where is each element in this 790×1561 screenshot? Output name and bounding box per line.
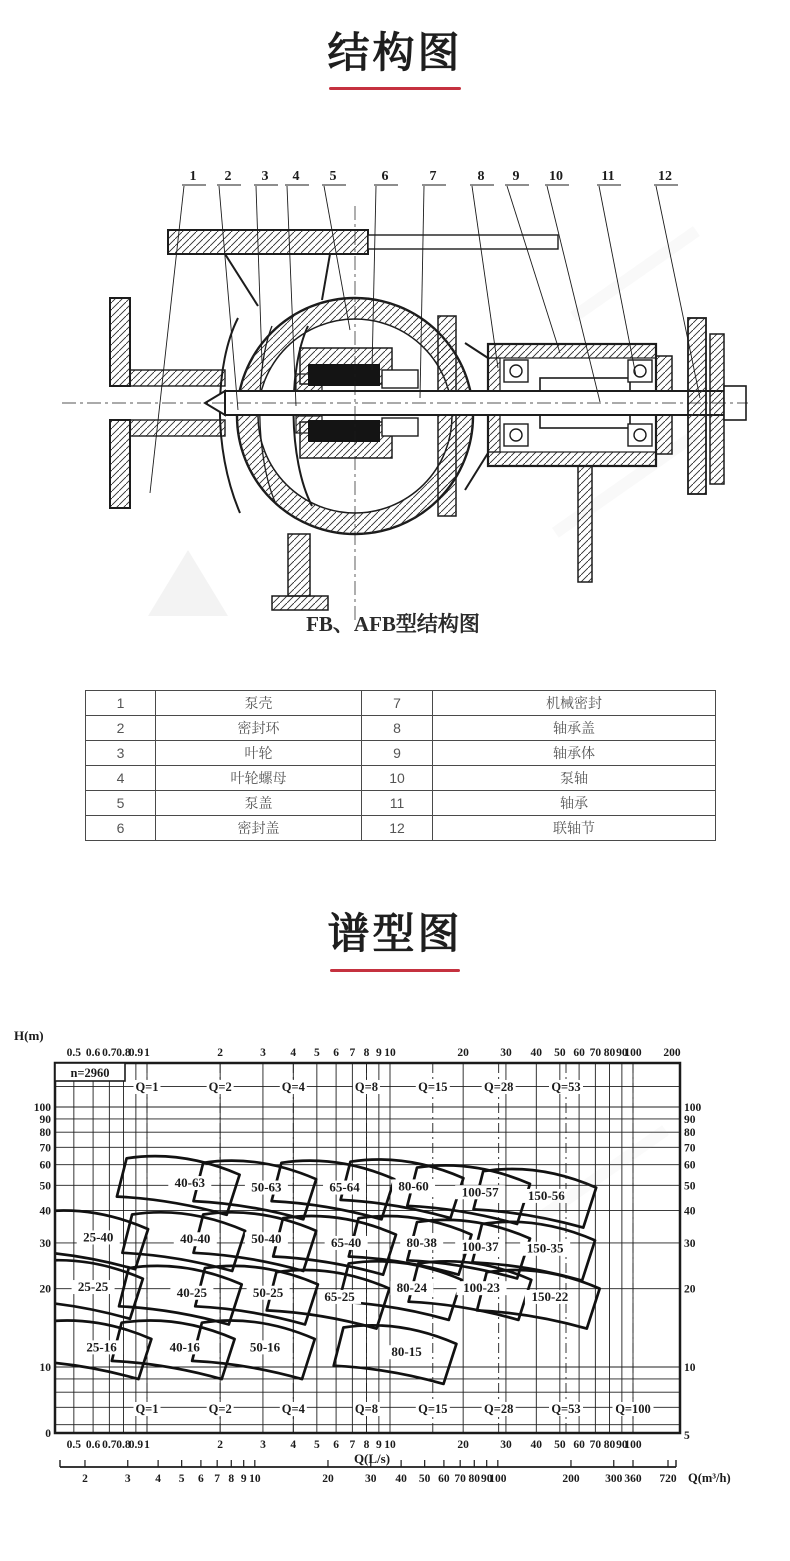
pump-family-label: 50-40 [251,1231,282,1247]
part-name-cell: 密封环 [156,716,362,741]
iso-q-top-label: Q=15 [418,1080,448,1094]
part-name-cell: 叶轮 [156,741,362,766]
x-axis-bottom-tick-label: 9 [376,1439,382,1451]
part-name-cell: 密封盖 [156,816,362,841]
x-axis-bottom-tick-label: 80 [603,1439,616,1451]
m3h-tick-label: 60 [438,1473,450,1485]
x-axis-bottom-tick-label: 2 [217,1439,224,1451]
x-axis-bottom-tick-label: 30 [500,1439,512,1451]
m3h-tick-label: 6 [198,1473,204,1485]
pump-family-label: 150-35 [526,1240,564,1256]
y-axis-right-tick-label: 30 [684,1237,696,1250]
pump-drawing [62,206,748,620]
pump-family-label: 100-23 [463,1280,500,1296]
callout-leader-line [372,186,376,370]
callout-leader-line [472,186,498,368]
y-axis-right-tick-label: 90 [684,1113,696,1126]
iso-q-top-label: Q=4 [281,1080,305,1094]
x-axis-title-ls: Q(L/s) [353,1451,391,1466]
x-axis-bottom-tick-label: 0.7 [102,1439,117,1451]
y-axis-bottom-right-label: 5 [684,1430,690,1442]
x-axis-top-tick-label: 30 [500,1047,512,1059]
x-axis-bottom-tick-label: 20 [457,1439,469,1451]
x-axis-bottom-tick-label: 40 [530,1439,543,1451]
pump-family-label: 40-25 [176,1284,208,1300]
pump-family-label: 25-40 [83,1229,114,1245]
pump-family-label: 80-60 [398,1178,429,1194]
x-axis-bottom-tick-label: 0.5 [66,1439,82,1451]
x-axis-bottom-tick-label: 60 [573,1439,585,1451]
part-number-cell: 3 [86,741,156,766]
x-axis-top-tick-label: 0.9 [128,1047,144,1059]
y-axis-left-tick-label: 40 [39,1205,51,1218]
part-number-cell: 6 [86,816,156,841]
x-axis-top-tick-label: 4 [290,1047,297,1059]
iso-q-bottom-label: Q=15 [418,1402,448,1416]
y-axis-right-tick-label: 70 [684,1142,696,1155]
iso-q-bottom-label: Q=4 [281,1402,305,1416]
m3h-tick-label: 50 [418,1473,431,1485]
x-axis-bottom-tick-label: 10 [384,1439,396,1451]
x-axis-top-tick-label: 5 [313,1047,320,1059]
pump-family-label: 25-25 [77,1279,109,1295]
x-axis-top-tick-label: 200 [663,1047,681,1059]
pump-family-label: 100-57 [461,1184,499,1200]
iso-q-bottom-label: Q=100 [615,1402,651,1416]
x-axis-bottom-tick-label: 7 [349,1439,356,1451]
x-axis-bottom-tick-label: 6 [333,1439,339,1451]
callout-number: 4 [292,169,300,184]
x-axis-top-tick-label: 6 [333,1047,339,1059]
pump-family-label: 50-25 [252,1284,284,1300]
part-number-cell: 9 [362,741,433,766]
m3h-tick-label: 100 [489,1473,507,1485]
iso-q-bottom-label: Q=8 [354,1402,379,1416]
x-axis-top-tick-label: 0.8 [116,1047,131,1059]
y-axis-left-tick-label: 60 [39,1159,51,1172]
pump-family-label: 50-63 [251,1179,282,1195]
pump-family-label: 150-22 [531,1288,569,1304]
callout-leader-line [287,186,296,406]
table-row [86,816,716,841]
y-axis-left-tick-label: 30 [39,1237,51,1250]
m3h-tick-label: 8 [228,1473,235,1485]
part-number-cell: 11 [362,791,433,816]
pump-family-label: 80-38 [406,1234,437,1250]
part-name-cell: 泵壳 [156,691,362,716]
callout-number: 10 [549,169,563,184]
structure-title-underline [329,87,461,90]
callout-number: 2 [224,169,232,184]
part-name-cell: 泵轴 [433,766,716,791]
part-number-cell: 7 [362,691,433,716]
y-axis-right-tick-label: 10 [684,1362,696,1374]
iso-q-top-label: Q=1 [135,1080,159,1094]
callout-number: 8 [477,169,485,184]
x-axis-top-tick-label: 2 [217,1047,224,1059]
x-axis-bottom-tick-label: 0.8 [116,1439,131,1451]
m3h-tick-label: 90 [480,1473,493,1485]
pump-family-label: 65-64 [329,1179,360,1195]
y-axis-left-tick-label: 80 [39,1127,51,1140]
part-name-cell: 轴承体 [433,741,716,766]
pump-family-label: 80-24 [396,1280,428,1296]
callout-number: 6 [381,169,389,184]
pump-family-label: 50-16 [249,1339,281,1355]
pump-family-label: 40-16 [169,1339,200,1355]
x-axis-top-tick-label: 0.5 [66,1047,82,1059]
pump-family-label: 150-56 [527,1187,565,1203]
y-axis-left-tick-label: 10 [39,1362,51,1374]
m3h-tick-label: 9 [240,1473,247,1485]
x-axis-top-tick-label: 100 [624,1047,642,1059]
callout-leader-line [256,186,262,363]
table-row [86,791,716,816]
pump-family-label: 40-63 [174,1175,205,1191]
pump-family-label: 80-15 [391,1344,422,1360]
x-axis-bottom-tick-label: 50 [554,1439,566,1451]
y-axis-right-tick-label: 60 [684,1159,696,1172]
callout-number: 9 [512,169,520,184]
x-axis-bottom-tick-label: 4 [290,1439,297,1451]
x-axis-bottom-tick-label: 8 [363,1439,370,1451]
iso-q-bottom-label: Q=2 [208,1402,232,1416]
part-number-cell: 1 [86,691,156,716]
m3h-tick-label: 720 [659,1473,677,1485]
m3h-tick-label: 5 [178,1473,185,1485]
x-axis-top-tick-label: 90 [616,1047,628,1059]
x-axis-top-tick-label: 7 [349,1047,356,1059]
part-number-cell: 12 [362,816,433,841]
part-number-cell: 5 [86,791,156,816]
parts-table [85,690,716,841]
spectrum-title-underline [330,969,460,972]
callout-leader-line [507,186,560,353]
table-row [86,766,716,791]
y-axis-left-tick-label: 50 [39,1180,51,1193]
x-axis-top-tick-label: 70 [589,1047,602,1059]
m3h-tick-label: 10 [249,1473,261,1485]
part-name-cell: 轴承 [433,791,716,816]
m3h-tick-label: 70 [454,1473,466,1485]
x-axis-bottom-tick-label: 3 [260,1439,266,1451]
structure-section-title: 结构图 [327,29,463,76]
iso-q-labels [134,1080,654,1416]
diagram-caption: FB、AFB型结构图 [306,612,480,636]
x-axis-top-tick-label: 20 [457,1047,469,1059]
x-axis-top-tick-label: 0.6 [85,1047,101,1059]
iso-q-top-label: Q=53 [551,1080,581,1094]
x-axis-bottom-tick-label: 90 [616,1439,628,1451]
x-axis-bottom-tick-label: 0.9 [128,1439,144,1451]
y-axis-right-tick-label: 80 [684,1127,696,1140]
y-axis-right-tick-label: 100 [684,1102,702,1114]
m3h-tick-label: 30 [365,1473,377,1485]
y-axis-right-tick-label: 20 [684,1283,696,1296]
pump-family-label: 40-40 [180,1231,211,1247]
y-axis-right-tick-label: 50 [684,1180,696,1193]
part-name-cell: 泵盖 [156,791,362,816]
callout-leader-line [420,186,424,398]
m3h-tick-label: 40 [395,1473,407,1485]
x-axis-top-tick-label: 8 [363,1047,370,1059]
x-axis-bottom-tick-label: 1 [144,1439,150,1451]
spectrum-section-title: 谱型图 [327,910,463,957]
y-axis-title: H(m) [14,1028,44,1043]
callout-number: 5 [329,169,337,184]
y-axis-left-tick-label: 20 [39,1283,51,1296]
part-number-cell: 10 [362,766,433,791]
m3h-tick-label: 200 [562,1473,580,1485]
part-name-cell: 叶轮螺母 [156,766,362,791]
pump-family-label: 65-40 [330,1234,362,1250]
x-axis-top-tick-label: 3 [260,1047,266,1059]
part-name-cell: 机械密封 [433,691,716,716]
x-axis-bottom-tick-label: 100 [624,1439,642,1451]
callout-number: 12 [658,169,672,184]
m3h-tick-label: 7 [214,1473,221,1485]
callout-number: 3 [261,169,269,184]
x-axis-top-tick-label: 40 [530,1047,543,1059]
pump-family-label: 25-16 [86,1339,117,1355]
x-axis-top-tick-label: 10 [384,1047,396,1059]
x-axis-title-m3h: Q(m³/h) [688,1471,731,1485]
m3h-tick-label: 300 [605,1473,623,1485]
iso-q-top-label: Q=8 [354,1080,379,1094]
y-axis-left-tick-label: 100 [33,1102,51,1114]
x-axis-top-tick-label: 50 [554,1047,566,1059]
x-axis-top-tick-label: 9 [376,1047,382,1059]
x-axis-bottom-tick-label: 5 [313,1439,320,1451]
m3h-tick-label: 20 [322,1473,334,1485]
m3h-tick-label: 2 [82,1473,88,1485]
callout-number: 11 [601,169,615,184]
part-number-cell: 8 [362,716,433,741]
part-name-cell: 轴承盖 [433,716,716,741]
table-row [86,716,716,741]
x-axis-top-tick-label: 1 [144,1047,150,1059]
watermark-streak [531,1125,669,1227]
m3h-tick-label: 3 [124,1473,131,1485]
callout-number: 1 [189,169,197,184]
part-name-cell: 联轴节 [433,816,716,841]
iso-q-top-label: Q=28 [483,1080,514,1094]
y-axis-left-tick-label: 90 [39,1113,51,1126]
pump-structure-diagram [0,148,790,688]
x-axis-top-tick-label: 80 [603,1047,616,1059]
pump-family-label: 100-37 [461,1238,499,1254]
spectrum-chart [0,1020,790,1561]
table-row [86,691,716,716]
pump-family-label: 65-25 [324,1288,355,1304]
iso-q-top-label: Q=2 [208,1080,232,1094]
x-axis-bottom-tick-label: 0.6 [85,1439,101,1451]
iso-q-bottom-label: Q=1 [135,1402,159,1416]
y-axis-bottom-left-label: 0 [45,1428,51,1440]
x-axis-bottom-tick-label: 70 [589,1439,602,1451]
m3h-tick-label: 80 [468,1473,481,1485]
part-number-cell: 4 [86,766,156,791]
y-axis-left-tick-label: 70 [39,1142,51,1155]
m3h-tick-label: 360 [624,1473,642,1485]
callout-number: 7 [429,169,437,184]
iso-q-bottom-label: Q=28 [483,1402,514,1416]
iso-q-bottom-label: Q=53 [551,1402,581,1416]
m3h-tick-label: 4 [155,1473,161,1485]
table-row [86,741,716,766]
y-axis-right-tick-label: 40 [684,1205,696,1218]
speed-label-box [55,1063,125,1081]
part-number-cell: 2 [86,716,156,741]
x-axis-top-tick-label: 0.7 [102,1047,117,1059]
secondary-axis-m3h [60,1460,731,1485]
speed-label: n=2960 [70,1066,110,1080]
x-axis-top-tick-label: 60 [573,1047,585,1059]
